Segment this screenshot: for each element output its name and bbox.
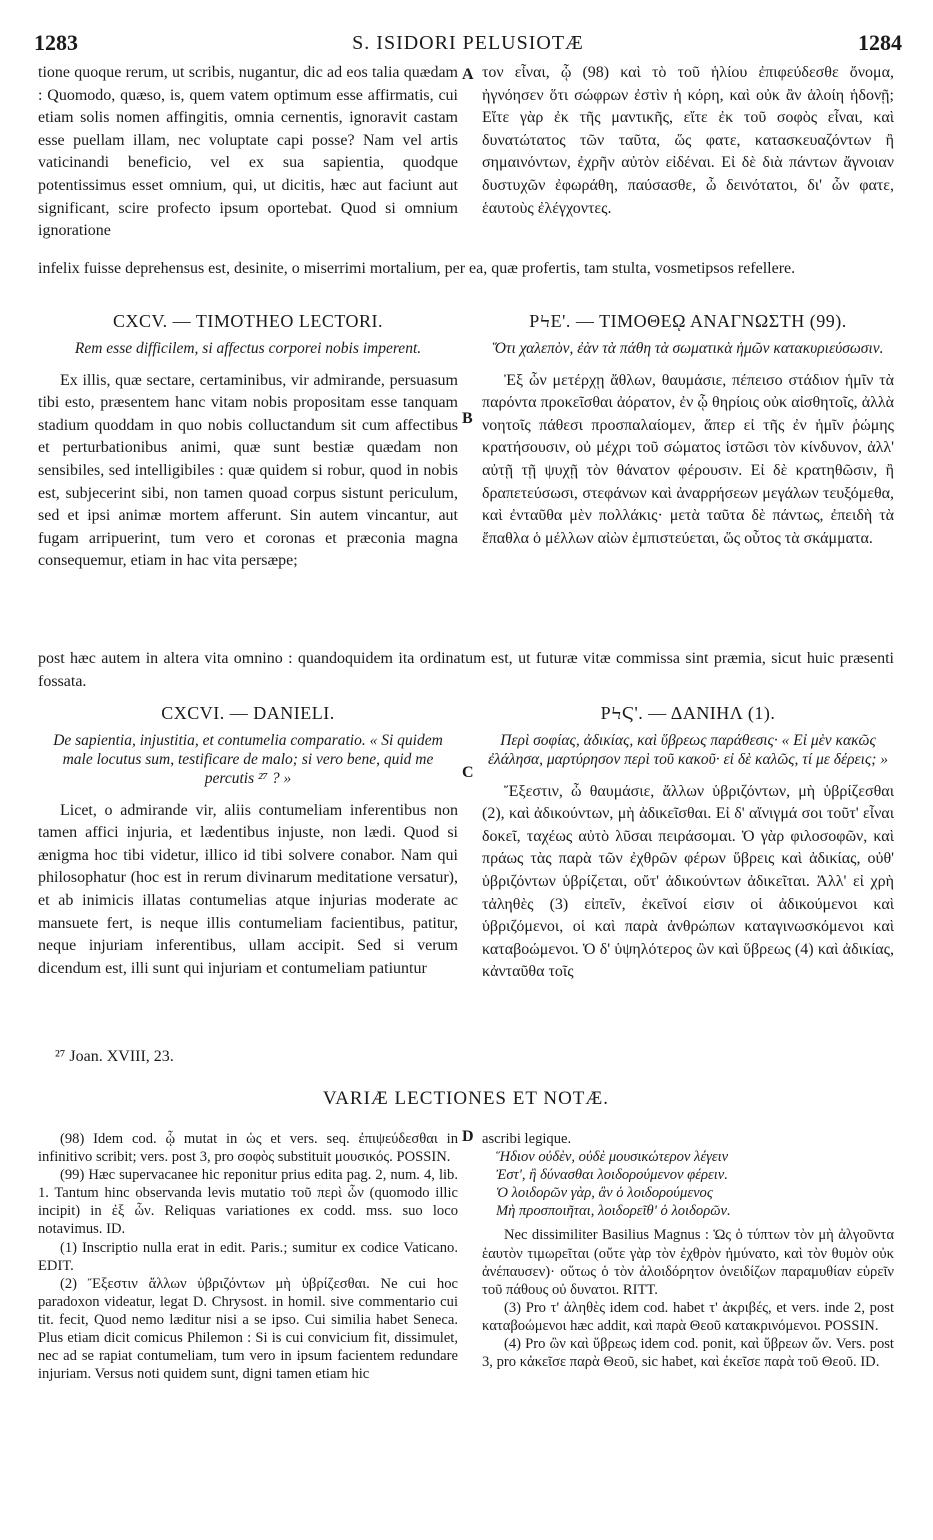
verse-quotation	[482, 1148, 894, 1220]
footnote: ²⁷ Joan. XVIII, 23.	[55, 1048, 174, 1065]
section-195-greek	[482, 310, 894, 550]
verse-line: Ὁ λοιδορῶν γὰρ, ἂν ὁ λοιδορούμενος	[496, 1185, 713, 1202]
latin-paragraph: Ex illis, quæ sectare, certaminibus, vir admirande, persuasum tibi esto, præsentem hanc vitam nobis propositam esse tanquam stadium quoddam in quo nobis colluctandum sit cum affectibus et perturbationibus animi, quæ sunt bestiæ quædam non sensibiles, sed intelligibiles : quæ quidem si robur, quod in nobis est, subjecerint sibi, non tamen quoad corpus sistunt periculum, sed et ipsi animæ mortem afferunt. Sin autem vincantur, aut fugam arripuerint, tum vero et coronas et præconia magna consequemur, etiam in hac vita persæpe;	[38, 371, 458, 570]
verse-line: Ἐστ', ἢ δύνασθαι λοιδορούμενον φέρειν.	[496, 1167, 728, 1184]
full-width-paragraph: post hæc autem in altera vita omnino : quandoquidem ita ordinatum est, ut futuræ vitæ commissa sint præmia, sicut huic præsenti fossata.	[38, 650, 894, 690]
page-number-right: 1284	[858, 30, 902, 55]
note-item: Nec dissimiliter Basilius Magnus : Ὡς ὁ τύπτων τὸν μὴ ἀλγοῦντα ἑαυτὸν τιμωρεῖται (οὔτε γὰρ τὸν ἐχθρὸν ἠμύνατο, καὶ τὸν θυμὸν οὐκ ἀνέπαυσεν)· οὕτως ὁ τὸν ἀλοιδόρητον ὀνειδίζων παραμυθίαν εὑρεῖν τοῦ πάθους οὐ δυνατοι. RITT.	[482, 1227, 894, 1298]
section-title: CXCV. — TIMOTHEO LECTORI.	[112, 311, 383, 331]
greek-paragraph: τον εἶναι, ᾧ (98) καὶ τὸ τοῦ ἡλίου ἐπιφεύδεσθε ὄνομα, ἠγνόησεν ὅτι σώφρων ἐστὶν ἡ κόρη, καὶ οὐκ ἂν ἁλοίη ἡδονῇ; Εἴτε γὰρ ἐκ τῆς μαντικῆς, εἴτε ἐκ τοῦ σοφὸς εἶναι, καὶ δυνατώτατος τῶν ταῦτα, ὥς φατε, κατασκευαζόντων ἢ σημαινόντων, ἐχρῆν αὐτὸν εἰδέναι. Εἰ δὲ διὰ πάντων ἄγνοιαν δυστυχῶν ἐφωράθη, παύσασθε, ὦ δεινότατοι, δι' ὧν φατε, ἑαυτοὺς ἐλέγχοντες.	[482, 64, 894, 217]
margin-mark-d: D	[462, 1128, 474, 1145]
greek-paragraph: Ἐξ ὧν μετέρχῃ ἄθλων, θαυμάσιε, πέπεισο στάδιον ἡμῖν τὰ παρόντα προκεῖσθαι ἀόρατον, ἐν ᾧ θηρίοις οὐκ αἰσθητοῖς, ἀλλὰ νοητοῖς πάθεσι προσπαλαίομεν, ἅπερ εἰ τῆς ἐν ἡμῖν ῥώμης κρατήσουσιν, οὐ μέχρι τοῦ σώματος ἱστῶσι τὸν κίνδυνον, ἀλλ' αὐτῇ τῇ ψυχῇ τὸν θάνατον φέρουσιν. Εἰ δὲ κρατηθῶσιν, ἢ δραπετεύσωσι, στεφάνων καὶ ἀναρρήσεων μεγάλων τευξόμεθα, καὶ ἐνταῦθα μὲν πολλάκις· μετὰ ταῦτα δὲ πάντως, ἐπειδὴ τὰ ἔπαθλα ὁ μέλλων αἰὼν ἐμπιστεύεται, ὥς οὗτος τὰ σκάμματα.	[482, 371, 894, 547]
full-width-paragraph: infelix fuisse deprehensus est, desinite, o miserrimi mortalium, per ea, quæ profertis, tam stulta, vosmetipsos refellere.	[38, 260, 796, 277]
full-width-continuation	[38, 258, 894, 281]
section-title: ΡϞΕ'. — ΤΙΜΟΘΕῼ ΑΝΑΓΝΩΣΤΗ (99).	[529, 311, 847, 331]
notes-left-column	[38, 1130, 458, 1383]
verse-line: Ἥδιον οὐδὲν, οὐδὲ μουσικώτερον λέγειν	[496, 1149, 729, 1166]
running-title: S. ISIDORI PELUSIOTÆ	[352, 32, 584, 54]
section-title: CXCVI. — DANIELI.	[161, 703, 335, 723]
section-196-greek	[482, 702, 894, 984]
section-title: ΡϞϚ'. — ΔΑΝΙΗΛ (1).	[600, 703, 776, 723]
note-item: ascribi legique.	[482, 1131, 572, 1147]
verse-line: Μὴ προσποιῆται, λοιδορεῖθ' ὁ λοιδορῶν.	[496, 1203, 731, 1220]
note-item: (1) Inscriptio nulla erat in edit. Paris.; sumitur ex codice Vaticano. EDIT.	[38, 1239, 458, 1274]
section-summary: Ὅτι χαλεπὸν, ἐὰν τὰ πάθη τὰ σωματικὰ ἡμῶν κατακυριεύσωσιν.	[492, 339, 884, 357]
section-summary: De sapientia, injustitia, et contumelia comparatio. « Si quidem male locutus sum, testificare de malo; si vero bene, quid me percutis ²⁷ ? »	[53, 731, 443, 787]
greek-paragraph: Ἔξεστιν, ὦ θαυμάσιε, ἄλλων ὑβριζόντων, μὴ ὑβρίζεσθαι (2), καὶ ἀδικούντων, μὴ ἀδικεῖσθαι. Εἰ δ' αἴνιγμά σοι τοῦτ' εἶναι δοκεῖ, ταχέως αὐτὸ λῦσαι πειράσομαι. Ὁ γὰρ φιλοσοφῶν, καὶ πράως τὰς παρὰ τῶν ἐχθρῶν φέρων ὕβρεις καὶ ἀδικίας, οὐθ' ὑβριζόντων ὑβρίζεται, οὔτ' ἀδικούντων ἀδικεῖται. Ἀλλ' εἰ χρὴ τἀληθὲς (3) εἰπεῖν, ἐκεῖνοί εἰσιν οἱ ἀδικούμενοι καὶ ὑβριζόμενοι, οἱ καὶ παρὰ ἀνθρώπων καταγινωσκόμενοι καὶ καταβοώμενοι. Ὁ δ' ὑψηλότερος ὢν καὶ ὕβρεως (4) καὶ ἀδικίας, κἀνταῦθα τοῖς	[482, 782, 894, 981]
margin-mark-a: A	[462, 66, 474, 83]
note-item: (98) Idem cod. ᾧ mutat in ὡς et vers. seq. ἐπιψεύδεσθαι in infinitivo scribit; vers. post 3, pro σοφὸς substituit μουσικός. POSSIN.	[38, 1131, 458, 1166]
latin-continuation	[38, 62, 458, 243]
latin-paragraph: Licet, o admirande vir, aliis contumeliam inferentibus non tamen affici injuria, et lædentibus injuste, non lædi. Quod si ænigma hoc tibi videtur, illico id tibi solvere conabor. Nam qui philosophatur (hoc est in rerum divinarum meditatione versatur), et ab inimicis illatas contumelias atque injurias moderate ac mansuete fert, is neque illis contumeliam facientibus, patitur, neque injuriam inferentibus, ullam accipit. Sed si verum dicendum est, illi sunt qui injuriam et contumeliam patiuntur	[38, 801, 458, 977]
margin-mark-c: C	[462, 764, 474, 781]
note-item: (4) Pro ὢν καὶ ὕβρεως idem cod. ponit, καὶ ὕβρεων ὤν. Vers. post 3, pro κἀκεῖσε παρὰ Θεοῦ, sic habet, καὶ ἐκεῖσε παρὰ τοῦ Θεοῦ. ID.	[482, 1336, 894, 1371]
greek-continuation	[482, 62, 894, 220]
note-item: (2) Ἔξεστιν ἄλλων ὑβριζόντων μὴ ὑβρίζεσθαι. Ne cui hoc paradoxon videatur, legat D. Chrysost. in homil. sive commentario cui tit. fecit, Quod nemo læditur nisi a se ipso. Cui similia habet Seneca. Plus etiam dicit comicus Philemon : Si is cui convicium fit, dissimulet, nec ad se rapiat contumeliam, tum vero in ipsum facientem redundare injuriam. Versus noti quidem sunt, digni tamen etiam hic	[38, 1275, 458, 1383]
section-summary: Rem esse difficilem, si affectus corporei nobis imperent.	[74, 339, 422, 357]
notes-right-column	[482, 1130, 894, 1371]
section-195-latin	[38, 310, 458, 573]
variae-lectiones-heading: VARIÆ LECTIONES ET NOTÆ.	[322, 1088, 610, 1109]
note-item: (3) Pro τ' ἀληθὲς idem cod. habet τ' ἀκριβές, et vers. inde 2, post καταβοώμενοι hæc addit, καὶ παρὰ Θεοῦ κατακρινόμενοι. POSSIN.	[482, 1299, 894, 1334]
page-header	[34, 30, 902, 60]
section-195-full-width	[38, 648, 894, 693]
margin-mark-b: B	[462, 410, 473, 427]
latin-paragraph: tione quoque rerum, ut scribis, nugantur, dic ad eos talia quædam : Quomodo, quæso, is, quem vatem optimum esse affirmatis, cui etiam solis nomen affingitis, omnia cernentis, ignoravit castam esse puellam illam, nec voluptate capi posse? Nam vel artis vaticinandi beneficio, vel ex sua sapientia, quodque potentissimus esset omnium, qui, ut dicitis, hæc aut faciunt aut significant, scire profecto ipsum oportebat. Quod si omnium ignoratione	[38, 64, 458, 240]
note-item: (99) Hæc supervacanee hic reponitur prius edita pag. 2, num. 4, lib. 1. Tantum hinc observanda levis mutatio τοῦ περὶ ὧν (quomodo illic incipit) in ἐξ ὧν. Reliquas variationes ex codd. mss. suo loco notavimus. ID.	[38, 1167, 458, 1238]
section-summary: Περὶ σοφίας, ἀδικίας, καὶ ὕβρεως παράθεσις· « Εἰ μὲν κακῶς ἐλάλησα, μαρτύρησον περὶ τοῦ κακοῦ· εἰ δὲ καλῶς, τί με δέρεις; »	[487, 731, 889, 768]
section-196-latin	[38, 702, 458, 980]
page-number-left: 1283	[34, 30, 78, 55]
